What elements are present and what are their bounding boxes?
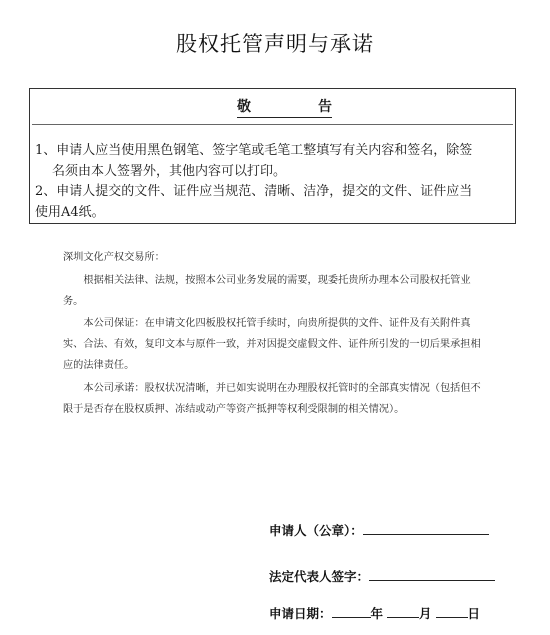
notice-item-1 bbox=[35, 141, 511, 182]
document-title: 股权托管声明与承诺 bbox=[176, 32, 374, 56]
notice-title-char: 告 bbox=[318, 99, 332, 115]
notice-item-text-continued: 名须由本人签署外，其他内容可以打印。 bbox=[52, 163, 287, 179]
notice-item-text: 申请人应当使用黑色钢笔、签字笔或毛笔工整填写有关内容和签名，除签 bbox=[56, 143, 473, 158]
applicant-signature-row bbox=[269, 521, 489, 539]
notice-item-text-continued: 使用A4纸。 bbox=[35, 204, 105, 220]
year-label: 年 bbox=[370, 606, 384, 621]
declaration-paragraph: 根据相关法律、法规，按照本公司业务发展的需要，现委托贵所办理本公司股权托管业务。 bbox=[63, 274, 471, 307]
day-field[interactable] bbox=[436, 605, 468, 618]
notice-title-char: 敬 bbox=[237, 99, 251, 115]
notice-item-2 bbox=[35, 182, 511, 223]
applicant-seal-field[interactable] bbox=[363, 522, 489, 535]
notice-item-number: 2、 bbox=[35, 184, 57, 199]
application-date-row bbox=[269, 604, 480, 622]
commitment-paragraph: 本公司承诺：股权状况清晰，并已如实说明在办理股权托管时的全部真实情况（包括但不限于是否存在股权质押、冻结或动产等资产抵押等权利受限制的相关情况）。 bbox=[63, 382, 481, 415]
day-label: 日 bbox=[467, 606, 481, 621]
legal-rep-label: 法定代表人签字： bbox=[269, 569, 370, 584]
date-label: 申请日期： bbox=[269, 606, 332, 621]
notice-box bbox=[29, 88, 516, 224]
addressee: 深圳文化产权交易所： bbox=[63, 252, 165, 263]
notice-divider bbox=[32, 124, 513, 125]
notice-list bbox=[35, 141, 511, 223]
legal-rep-signature-field[interactable] bbox=[369, 568, 495, 581]
notice-item-text: 申请人提交的文件、证件应当规范、清晰、洁净，提交的文件、证件应当 bbox=[56, 184, 473, 199]
notice-title bbox=[237, 96, 332, 118]
notice-item-number: 1、 bbox=[35, 143, 57, 158]
month-label: 月 bbox=[419, 606, 432, 621]
year-field[interactable] bbox=[332, 605, 371, 618]
guarantee-paragraph: 本公司保证：在申请文化四板股权托管手续时，向贵所提供的文件、证件及有关附件真实、合法、有效，复印文本与原件一致，并对因提交虚假文件、证件所引发的一切后果承担相应的法律责任。 bbox=[63, 318, 481, 371]
legal-rep-signature-row bbox=[269, 567, 495, 585]
declaration-body bbox=[63, 248, 488, 420]
applicant-label: 申请人（公章）： bbox=[269, 523, 363, 538]
month-field[interactable] bbox=[387, 605, 419, 618]
